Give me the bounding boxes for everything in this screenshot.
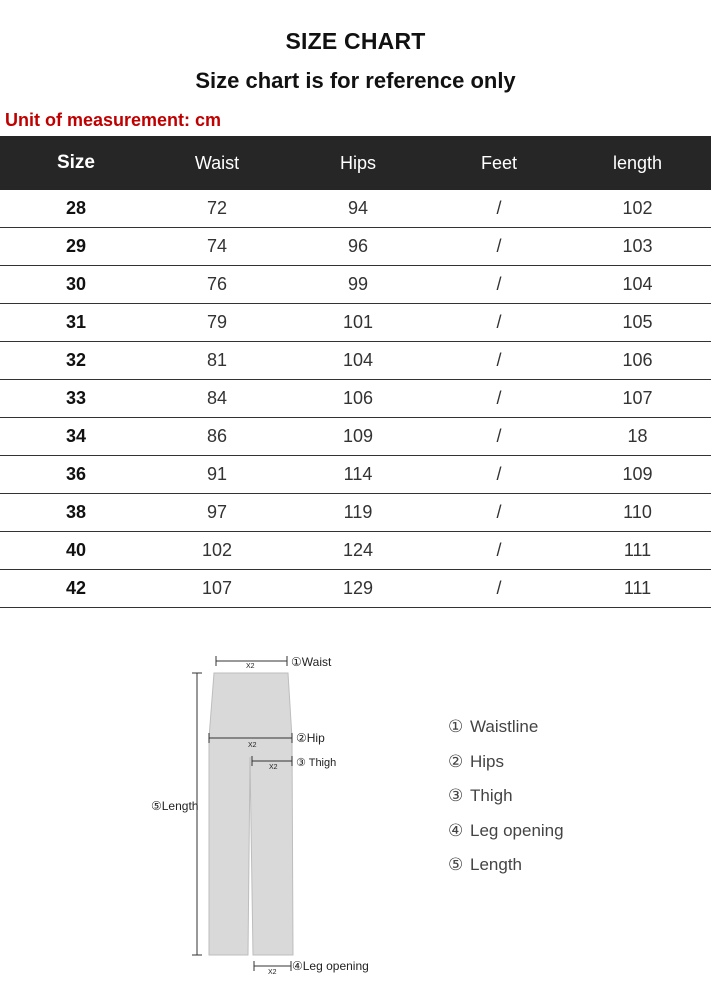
length-label: ⑤Length [151,799,199,813]
hip-x2: X2 [248,742,257,749]
column-header-feet: Feet [434,136,564,190]
cell-hips: 114 [282,456,434,494]
table-row [0,456,711,494]
table-row [0,266,711,304]
cell-feet: / [434,342,564,380]
table-header-row [0,136,711,190]
column-header-size: Size [0,136,152,190]
column-header-length: length [564,136,711,190]
leg-opening-x2: X2 [268,969,277,976]
cell-length: 104 [564,266,711,304]
cell-size: 33 [0,380,152,418]
legend-text: Thigh [470,786,513,805]
cell-size: 32 [0,342,152,380]
cell-hips: 99 [282,266,434,304]
legend-item [448,751,564,786]
cell-hips: 101 [282,304,434,342]
table-row [0,570,711,608]
cell-feet: / [434,418,564,456]
cell-length: 111 [564,570,711,608]
cell-size: 36 [0,456,152,494]
cell-size: 34 [0,418,152,456]
legend-text: Hips [470,751,505,771]
unit-note: Unit of measurement: cm [5,110,222,130]
cell-size: 42 [0,570,152,608]
pants-diagram-svg [0,630,711,1005]
cell-waist: 76 [152,266,282,304]
cell-length: 107 [564,380,711,418]
legend-item [448,716,564,751]
cell-waist: 79 [152,304,282,342]
cell-waist: 107 [152,570,282,608]
cell-waist: 91 [152,456,282,494]
cell-size: 28 [0,190,152,228]
cell-feet: / [434,456,564,494]
cell-waist: 102 [152,532,282,570]
legend-number: ④ [448,820,464,840]
cell-feet: / [434,190,564,228]
cell-hips: 104 [282,342,434,380]
waist-label: ①Waist [291,655,332,669]
legend-item [448,854,564,889]
table-row [0,418,711,456]
cell-hips: 109 [282,418,434,456]
cell-feet: / [434,570,564,608]
cell-hips: 124 [282,532,434,570]
cell-length: 103 [564,228,711,266]
cell-feet: / [434,266,564,304]
cell-size: 29 [0,228,152,266]
cell-waist: 97 [152,494,282,532]
table-row [0,342,711,380]
measurement-legend [448,716,564,889]
table-row [0,190,711,228]
cell-size: 40 [0,532,152,570]
cell-hips: 129 [282,570,434,608]
cell-feet: / [434,304,564,342]
legend-text: Length [470,855,522,874]
cell-waist: 84 [152,380,282,418]
cell-length: 110 [564,494,711,532]
size-table [0,136,711,608]
cell-hips: 94 [282,190,434,228]
waist-x2: X2 [246,663,255,670]
page-subtitle: Size chart is for reference only [195,68,516,93]
thigh-label: ③ Thigh [296,757,337,769]
cell-size: 30 [0,266,152,304]
leg-opening-label: ④Leg opening [292,959,369,973]
column-header-waist: Waist [152,136,282,190]
table-row [0,532,711,570]
legend-text: Leg opening [470,820,564,840]
cell-feet: / [434,494,564,532]
cell-hips: 96 [282,228,434,266]
pants-silhouette [209,673,293,955]
cell-hips: 119 [282,494,434,532]
cell-hips: 106 [282,380,434,418]
table-row [0,380,711,418]
cell-length: 18 [564,418,711,456]
cell-feet: / [434,380,564,418]
legend-number: ③ [448,786,464,805]
cell-length: 109 [564,456,711,494]
legend-number: ⑤ [448,855,464,874]
legend-item [448,785,564,820]
cell-length: 105 [564,304,711,342]
cell-size: 31 [0,304,152,342]
table-row [0,304,711,342]
cell-waist: 72 [152,190,282,228]
table-body [0,190,711,608]
cell-feet: / [434,532,564,570]
thigh-x2: X2 [269,764,278,771]
cell-length: 106 [564,342,711,380]
column-header-hips: Hips [282,136,434,190]
table-row [0,494,711,532]
cell-length: 111 [564,532,711,570]
hip-label: ②Hip [296,731,325,745]
legend-item [448,820,564,855]
cell-feet: / [434,228,564,266]
cell-waist: 81 [152,342,282,380]
legend-text: Waistline [470,717,539,736]
cell-size: 38 [0,494,152,532]
table-row [0,228,711,266]
legend-number: ① [448,717,464,736]
page-title: SIZE CHART [285,28,426,54]
pants-diagram [0,630,711,1005]
cell-waist: 86 [152,418,282,456]
cell-waist: 74 [152,228,282,266]
cell-length: 102 [564,190,711,228]
legend-number: ② [448,751,464,771]
